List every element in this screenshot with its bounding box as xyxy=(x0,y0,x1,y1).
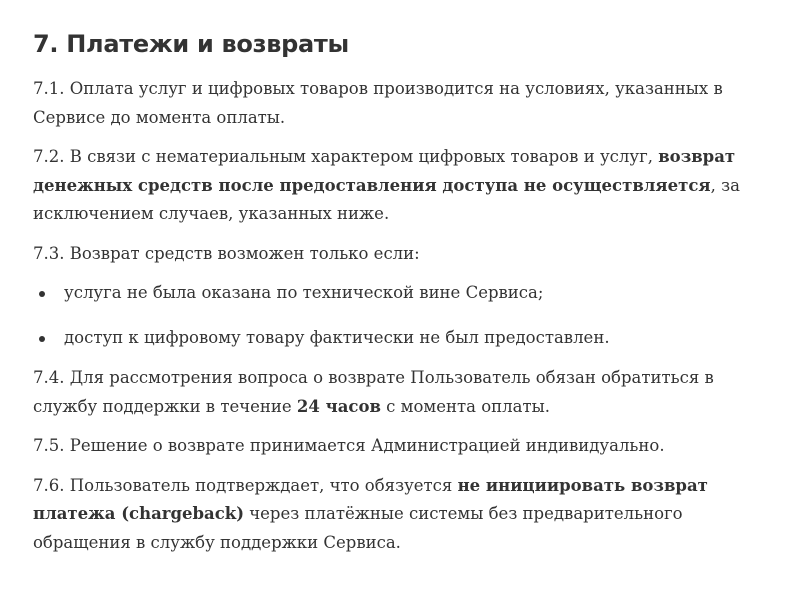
paragraph-7-2-text-end: , за исключением случаев, указанных ниже. xyxy=(33,175,740,223)
paragraph-7-4-text-start: 7.4. Для рассмотрения вопроса о возврате Пользователь обязан обратиться в службу поддержки в течение xyxy=(33,368,714,416)
paragraph-7-2-emphasis: возврат денежных средств после предоставления доступа не осуществляется xyxy=(33,147,736,195)
document-section xyxy=(33,26,763,568)
section-title: 7. Платежи и возвраты xyxy=(33,30,349,58)
paragraph-7-2 xyxy=(33,143,763,229)
paragraph-7-4-text-end: с момента оплаты. xyxy=(380,396,550,416)
paragraph-7-4-emphasis: 24 часов xyxy=(296,396,381,416)
paragraph-7-5 xyxy=(33,432,763,461)
paragraph-7-1 xyxy=(33,75,763,132)
paragraph-7-5-text: 7.5. Решение о возврате принимается Администрацией индивидуально. xyxy=(33,436,665,455)
list-item-text: услуга не была оказана по технической вине Сервиса; xyxy=(64,283,544,302)
bullet-dot-icon xyxy=(39,291,45,297)
bullet-dot-icon xyxy=(39,336,45,342)
refund-conditions-list xyxy=(33,279,763,352)
paragraph-7-3 xyxy=(33,240,763,269)
paragraph-7-6-emphasis: не инициировать возврат платежа (chargeback) xyxy=(33,475,708,523)
paragraph-7-6 xyxy=(33,472,763,558)
paragraph-7-6-text-end: через платёжные системы без предварительного обращения в службу поддержки Сервиса. xyxy=(33,504,683,552)
list-item xyxy=(33,324,763,353)
list-item-text: доступ к цифровому товару фактически не был предоставлен. xyxy=(64,327,610,347)
list-item xyxy=(33,279,763,308)
paragraph-7-2-text-start: 7.2. В связи с нематериальным характером цифровых товаров и услуг, xyxy=(33,147,659,166)
paragraph-7-1-text: 7.1. Оплата услуг и цифровых товаров производится на условиях, указанных в Сервисе до момента оплаты. xyxy=(33,79,723,127)
paragraph-7-4 xyxy=(33,364,763,421)
paragraph-7-6-text-start: 7.6. Пользователь подтверждает, что обязуется xyxy=(33,475,458,495)
paragraph-7-3-text: 7.3. Возврат средств возможен только если: xyxy=(33,243,420,263)
